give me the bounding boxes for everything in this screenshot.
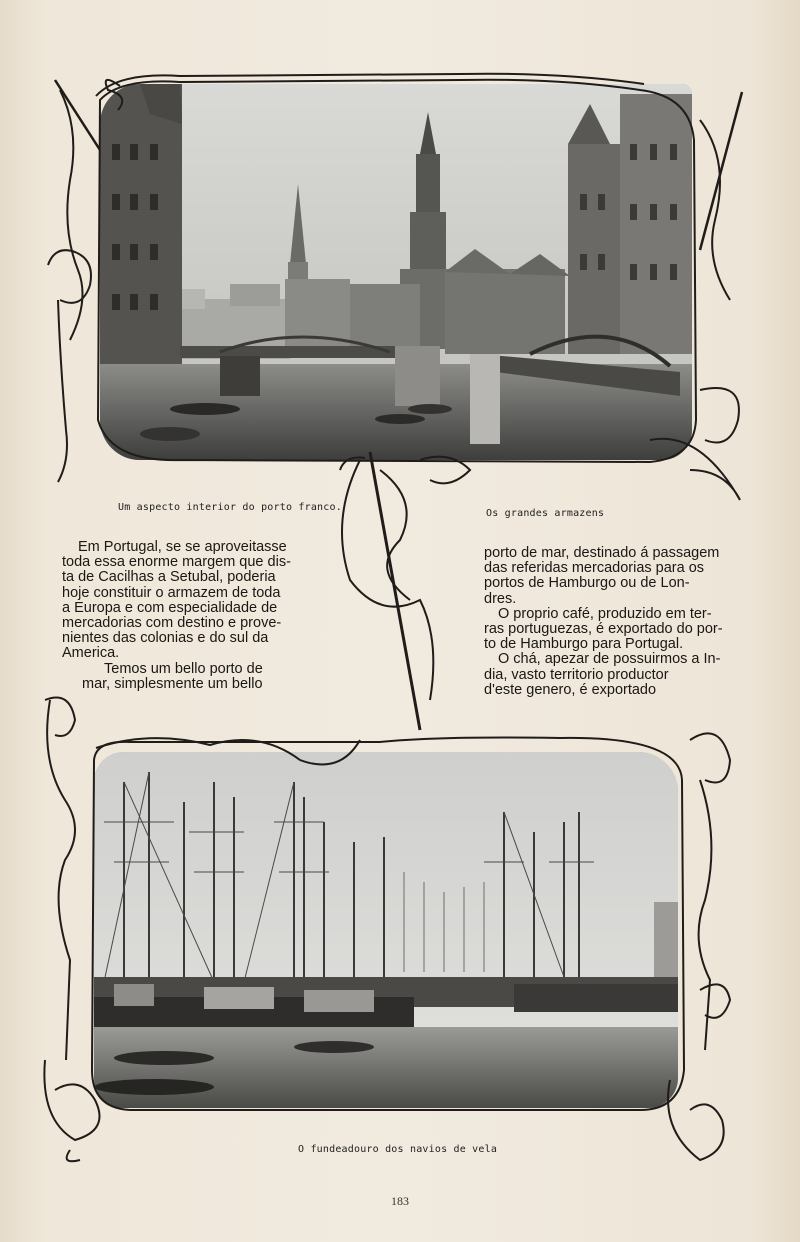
text-line: portos de Hamburgo ou de Lon- — [484, 575, 690, 592]
photo-sailing-ships-anchorage — [94, 752, 678, 1108]
caption-armazens: Os grandes armazens — [486, 508, 605, 519]
text-line: dres. — [484, 590, 517, 607]
text-line: hoje constituir o armazem de toda — [62, 584, 281, 601]
text-line: ta de Cacilhas a Setubal, poderia — [62, 569, 276, 586]
text-line: toda essa enorme margem que dis- — [62, 554, 291, 571]
text-line: mar, simplesmente um bello — [82, 675, 263, 692]
page-number: 183 — [391, 1194, 409, 1208]
text-line: mercadorias com destino e prove- — [62, 615, 282, 632]
text-line: ras portuguezas, é exportado do por- — [484, 621, 723, 638]
text-line: nientes das colonias e do sul da — [62, 630, 269, 647]
photo-canal-warehouses — [100, 84, 692, 460]
text-column-right — [484, 546, 748, 698]
text-line: O proprio café, produzido em ter- — [498, 605, 712, 622]
text-line: d'este genero, é exportado — [484, 681, 657, 698]
text-line: Em Portugal, se se aproveitasse — [78, 539, 287, 555]
text-line: Temos um bello porto de — [104, 660, 263, 677]
text-line: das referidas mercadorias para os — [484, 560, 705, 577]
text-line: dia, vasto territorio productor — [484, 666, 669, 683]
caption-fundeadouro: O fundeadouro dos navios de vela — [298, 1144, 498, 1155]
text-line: America. — [62, 645, 120, 662]
text-line: to de Hamburgo para Portugal. — [484, 636, 684, 653]
text-line: a Europa e com especialidade de — [62, 599, 278, 616]
caption-porto-franco: Um aspecto interior do porto franco. — [118, 502, 342, 513]
text-line: porto de mar, destinado á passagem — [484, 545, 720, 561]
text-line: O chá, apezar de possuirmos a In- — [498, 651, 721, 668]
text-column-left — [62, 540, 298, 692]
